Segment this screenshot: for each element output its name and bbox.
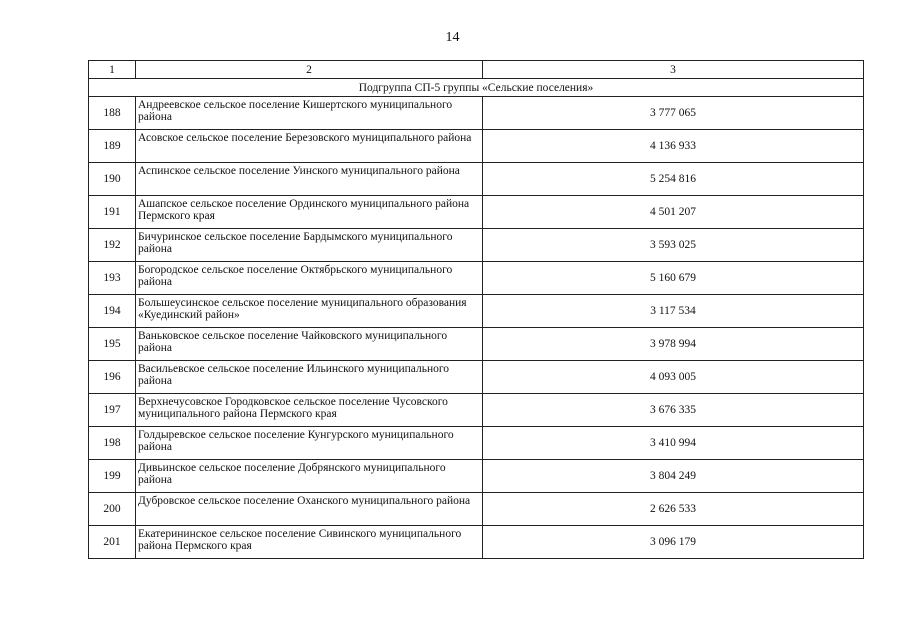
table-row xyxy=(89,460,864,493)
table-row xyxy=(89,526,864,559)
settlement-name: Ашапское сельское поселение Ординского муниципального района Пермского края xyxy=(136,196,483,229)
table-row xyxy=(89,196,864,229)
row-number: 201 xyxy=(89,526,136,559)
column-header-2: 2 xyxy=(136,61,483,79)
row-number: 197 xyxy=(89,394,136,427)
settlement-name: Богородское сельское поселение Октябрьского муниципального района xyxy=(136,262,483,295)
row-number: 190 xyxy=(89,163,136,196)
subgroup-title: Подгруппа СП-5 группы «Сельские поселения» xyxy=(89,79,864,97)
column-header-3: 3 xyxy=(483,61,864,79)
row-number: 200 xyxy=(89,493,136,526)
row-value: 3 096 179 xyxy=(483,526,864,559)
settlement-name: Верхнечусовское Городковское сельское поселение Чусовского муниципального района Пермского края xyxy=(136,394,483,427)
row-value: 2 626 533 xyxy=(483,493,864,526)
row-number: 193 xyxy=(89,262,136,295)
table-row xyxy=(89,97,864,130)
row-number: 196 xyxy=(89,361,136,394)
settlement-name: Голдыревское сельское поселение Кунгурского муниципального района xyxy=(136,427,483,460)
column-header-1: 1 xyxy=(89,61,136,79)
row-number: 192 xyxy=(89,229,136,262)
table-row xyxy=(89,163,864,196)
settlement-name: Васильевское сельское поселение Ильинского муниципального района xyxy=(136,361,483,394)
settlements-table xyxy=(88,60,864,559)
row-number: 189 xyxy=(89,130,136,163)
table-row xyxy=(89,295,864,328)
table-row xyxy=(89,229,864,262)
table-row xyxy=(89,262,864,295)
row-number: 191 xyxy=(89,196,136,229)
row-number: 188 xyxy=(89,97,136,130)
row-value: 3 593 025 xyxy=(483,229,864,262)
table-row xyxy=(89,328,864,361)
row-value: 5 160 679 xyxy=(483,262,864,295)
row-number: 195 xyxy=(89,328,136,361)
settlement-name: Дубровское сельское поселение Оханского муниципального района xyxy=(136,493,483,526)
row-value: 5 254 816 xyxy=(483,163,864,196)
subgroup-row xyxy=(89,79,864,97)
settlement-name: Андреевское сельское поселение Кишертского муниципального района xyxy=(136,97,483,130)
table-row xyxy=(89,130,864,163)
table-header-row xyxy=(89,61,864,79)
settlement-name: Екатерининское сельское поселение Сивинского муниципального района Пермского края xyxy=(136,526,483,559)
row-value: 4 501 207 xyxy=(483,196,864,229)
table-row xyxy=(89,361,864,394)
row-value: 3 804 249 xyxy=(483,460,864,493)
settlement-name: Дивьинское сельское поселение Добрянского муниципального района xyxy=(136,460,483,493)
row-value: 4 093 005 xyxy=(483,361,864,394)
table-row xyxy=(89,427,864,460)
settlement-name: Большеусинское сельское поселение муниципального образования «Куединский район» xyxy=(136,295,483,328)
row-value: 3 676 335 xyxy=(483,394,864,427)
page-number: 14 xyxy=(445,30,460,45)
row-value: 3 117 534 xyxy=(483,295,864,328)
settlement-name: Бичуринское сельское поселение Бардымского муниципального района xyxy=(136,229,483,262)
settlement-name: Асовское сельское поселение Березовского муниципального района xyxy=(136,130,483,163)
row-value: 3 410 994 xyxy=(483,427,864,460)
row-number: 199 xyxy=(89,460,136,493)
row-number: 194 xyxy=(89,295,136,328)
table-row xyxy=(89,493,864,526)
row-number: 198 xyxy=(89,427,136,460)
settlement-name: Ваньковское сельское поселение Чайковского муниципального района xyxy=(136,328,483,361)
settlement-name: Аспинское сельское поселение Уинского муниципального района xyxy=(136,163,483,196)
row-value: 3 978 994 xyxy=(483,328,864,361)
row-value: 3 777 065 xyxy=(483,97,864,130)
table-row xyxy=(89,394,864,427)
row-value: 4 136 933 xyxy=(483,130,864,163)
